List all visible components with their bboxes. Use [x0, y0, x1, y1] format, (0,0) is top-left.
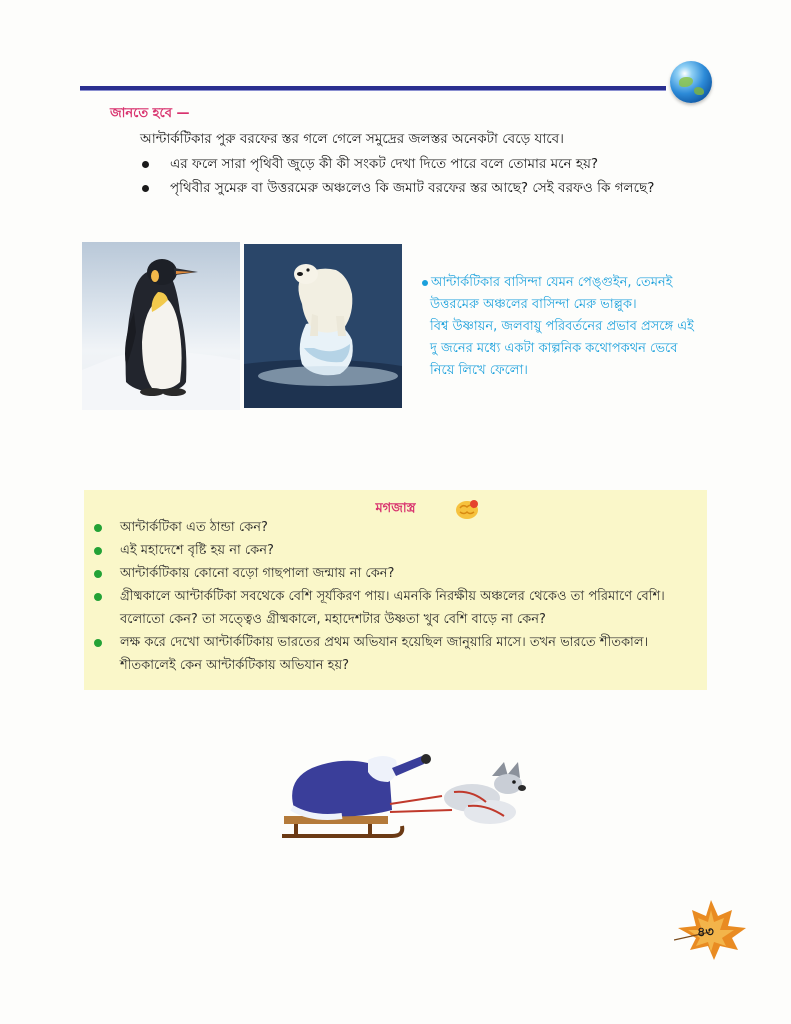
bullet-icon — [94, 593, 102, 601]
list-item: পৃথিবীর সুমেরু বা উত্তরমেরু অঞ্চলেও কি জমাট বরফের স্তর আছে? সেই বরফও কি গলছে? — [140, 176, 654, 200]
bullet-icon — [142, 161, 149, 168]
question-list — [140, 152, 654, 200]
list-item: এর ফলে সারা পৃথিবী জুড়ে কী কী সংকট দেখা দিতে পারে বলে তোমার মনে হয়? — [140, 152, 654, 176]
brainteaser-title: মগজাস্ত্র — [375, 501, 416, 516]
dog-sled-illustration — [272, 746, 528, 846]
globe-icon — [670, 61, 712, 103]
brainteaser-list — [92, 516, 705, 677]
list-item: লক্ষ করে দেখো আন্টার্কটিকায় ভারতের প্রথম অভিযান হয়েছিল জানুয়ারি মাসে। তখন ভারতে শীতকাল। শীতকালেই কেন আন্টার্কটিকায় অভিযান হয়? — [92, 631, 705, 677]
bullet-icon — [94, 570, 102, 578]
brainteaser-box — [84, 490, 707, 690]
polar-bear-photo — [244, 244, 402, 408]
section-heading: জানতে হবে — — [110, 106, 190, 121]
list-item: এই মহাদেশে বৃষ্টি হয় না কেন? — [92, 539, 705, 562]
activity-caption: আন্টার্কটিকার বাসিন্দা যেমন পেঙ্গুইন, তেমনই উত্তরমেরু অঞ্চলের বাসিন্দা মেরু ভাল্লুক। বিশ্ব উষ্ণায়ন, জলবায়ু পরিবর্তনের প্রভাব প্রসঙ্গে এই দু জনের মধ্যে একটা কাল্পনিক কথোপকথন ভেবে নিয়ে লিখে ফেলো। — [422, 272, 722, 382]
bullet-icon — [94, 547, 102, 555]
list-item: আন্টার্কটিকায় কোনো বড়ো গাছপালা জন্মায় না কেন? — [92, 562, 705, 585]
list-item: আন্টার্কটিকা এত ঠান্ডা কেন? — [92, 516, 705, 539]
page-number: ৪৩ — [697, 925, 714, 940]
header-rule — [80, 86, 666, 91]
bullet-icon — [94, 639, 102, 647]
bullet-icon — [94, 524, 102, 532]
intro-text: আন্টার্কটিকার পুরু বরফের স্তর গলে গেলে সমুদ্রের জলস্তর অনেকটা বেড়ে যাবে। — [140, 131, 565, 147]
bullet-icon — [142, 185, 149, 192]
penguin-photo — [82, 242, 240, 410]
bullet-icon — [422, 280, 428, 286]
list-item: গ্রীষ্মকালে আন্টার্কটিকা সবথেকে বেশি সূর্যকিরণ পায়। এমনকি নিরক্ষীয় অঞ্চলের থেকেও তা পরিমাণে বেশি। বলোতো কেন? তা সত্ত্বেও গ্রীষ্মকালে, মহাদেশটার উষ্ণতা খুব বেশি বাড়ে না কেন? — [92, 585, 705, 631]
